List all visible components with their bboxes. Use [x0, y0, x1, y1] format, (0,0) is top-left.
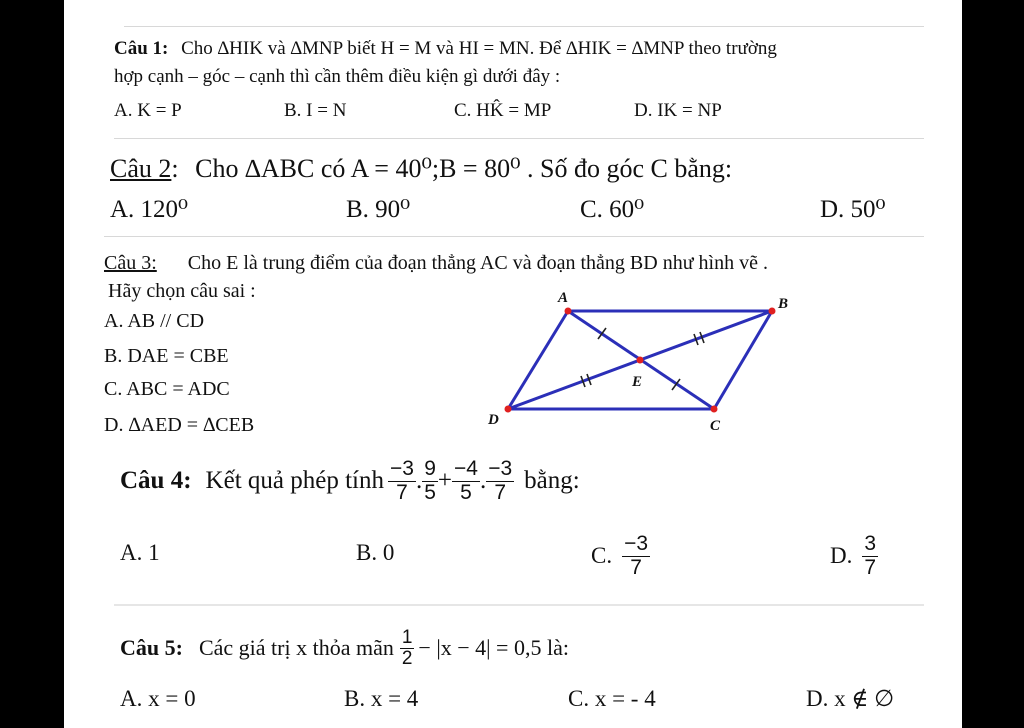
fraction-3 [452, 458, 480, 503]
question-2-option-d: D. 50⁰ [820, 196, 886, 223]
fraction-3-denominator: 5 [460, 480, 472, 504]
question-1-option-b: B. I = N [284, 100, 347, 121]
option-c-denominator: 7 [630, 555, 642, 579]
option-c-prefix: C. [591, 543, 613, 568]
question-5-expression: − |x − 4| = 0,5 là: [418, 635, 569, 660]
question-5-option-d: D. x ∉ ∅ [806, 686, 895, 711]
question-5-option-c: C. x = - 4 [568, 686, 656, 711]
question-2-text: Cho ∆ABC có A = 40⁰;B = 80⁰ . Số đo góc C bằng: [195, 154, 733, 183]
label-c: C [710, 418, 721, 434]
question-1-label: Câu 1: [114, 38, 169, 59]
question-4-option-a: A. 1 [120, 540, 160, 565]
option-c-fraction [622, 533, 650, 578]
question-4-option-b: B. 0 [356, 540, 395, 565]
question-3-line-2: Hãy chọn câu sai : [108, 280, 256, 302]
label-b: B [778, 296, 789, 312]
divider [104, 236, 924, 237]
label-e: E [632, 374, 643, 390]
question-3-option-b: B. DAE = CBE [104, 345, 229, 367]
divider [114, 604, 924, 606]
fraction-1-numerator: −3 [389, 457, 414, 481]
question-5-denominator: 2 [401, 647, 413, 669]
question-1-text: Cho ∆HIK và ∆MNP biết H = M và HI = MN. Để ∆HIK = ∆MNP theo trường [181, 38, 777, 59]
question-2-option-b: B. 90⁰ [346, 196, 411, 223]
option-d-fraction [862, 533, 878, 578]
question-5-option-a: A. x = 0 [120, 686, 196, 711]
question-2-option-c: C. 60⁰ [580, 196, 645, 223]
worksheet-page [64, 0, 962, 728]
question-4-option-d [830, 524, 878, 588]
segment-da [508, 311, 568, 409]
fraction-2 [422, 458, 438, 503]
dot-operator: . [479, 467, 487, 494]
plus-operator: + [437, 467, 452, 494]
option-d-denominator: 7 [864, 555, 877, 579]
question-2-colon: : [171, 154, 179, 183]
segment-bc [714, 311, 772, 409]
question-2-option-a: A. 120⁰ [110, 196, 189, 223]
label-a: A [558, 290, 569, 306]
fraction-1-denominator: 7 [396, 480, 408, 504]
point-b [769, 308, 776, 315]
question-2-label: Câu 2 [110, 154, 172, 183]
divider [124, 26, 924, 27]
dot-operator: . [415, 467, 423, 494]
parallelogram-figure [464, 282, 824, 442]
point-e [637, 357, 644, 364]
option-c-numerator: −3 [624, 532, 649, 556]
question-5-label: Câu 5: [120, 635, 183, 660]
fraction-4-numerator: −3 [488, 457, 513, 481]
question-4-text-end: bằng: [524, 467, 580, 494]
fraction-2-numerator: 9 [424, 457, 436, 481]
question-5-option-b: B. x = 4 [344, 686, 419, 711]
question-4-option-c [591, 524, 650, 588]
fraction-4-denominator: 7 [494, 480, 506, 504]
fraction-3-numerator: −4 [453, 457, 478, 481]
question-3-option-d: D. ∆AED = ∆CEB [104, 414, 255, 436]
question-1-line-1 [114, 38, 777, 60]
question-1-option-d: D. IK = NP [634, 100, 722, 121]
question-1-option-a: A. K = P [114, 100, 182, 121]
question-3-option-a: A. AB // CD [104, 310, 205, 332]
point-c [711, 406, 718, 413]
divider [114, 138, 924, 139]
question-4-text: Kết quả phép tính [205, 467, 384, 494]
label-d: D [488, 412, 499, 428]
point-a [565, 308, 572, 315]
fraction-1 [388, 458, 416, 503]
question-3-option-c: C. ABC = ADC [104, 378, 230, 400]
fraction-2-denominator: 5 [424, 480, 436, 504]
fraction-4 [486, 458, 514, 503]
question-3-line-1 [104, 252, 768, 275]
question-5-text: Các giá trị x thỏa mãn [198, 635, 394, 660]
question-1-line-2: hợp cạnh – góc – cạnh thì cần thêm điều kiện gì dưới đây : [114, 66, 561, 87]
question-1-option-c: C. HK̂ = MP [454, 100, 552, 121]
question-3-label: Câu 3: [104, 252, 157, 274]
question-3-text: Cho E là trung điểm của đoạn thẳng AC và đoạn thẳng BD như hình vẽ . [187, 252, 768, 274]
question-5-numerator: 1 [401, 626, 413, 648]
question-5-line [120, 616, 569, 680]
option-d-prefix: D. [830, 543, 853, 568]
question-5-fraction [400, 628, 415, 669]
question-4-label: Câu 4: [120, 467, 192, 494]
point-d [505, 406, 512, 413]
option-d-numerator: 3 [864, 532, 877, 556]
question-4-line [120, 446, 580, 516]
question-2-line [110, 154, 732, 184]
